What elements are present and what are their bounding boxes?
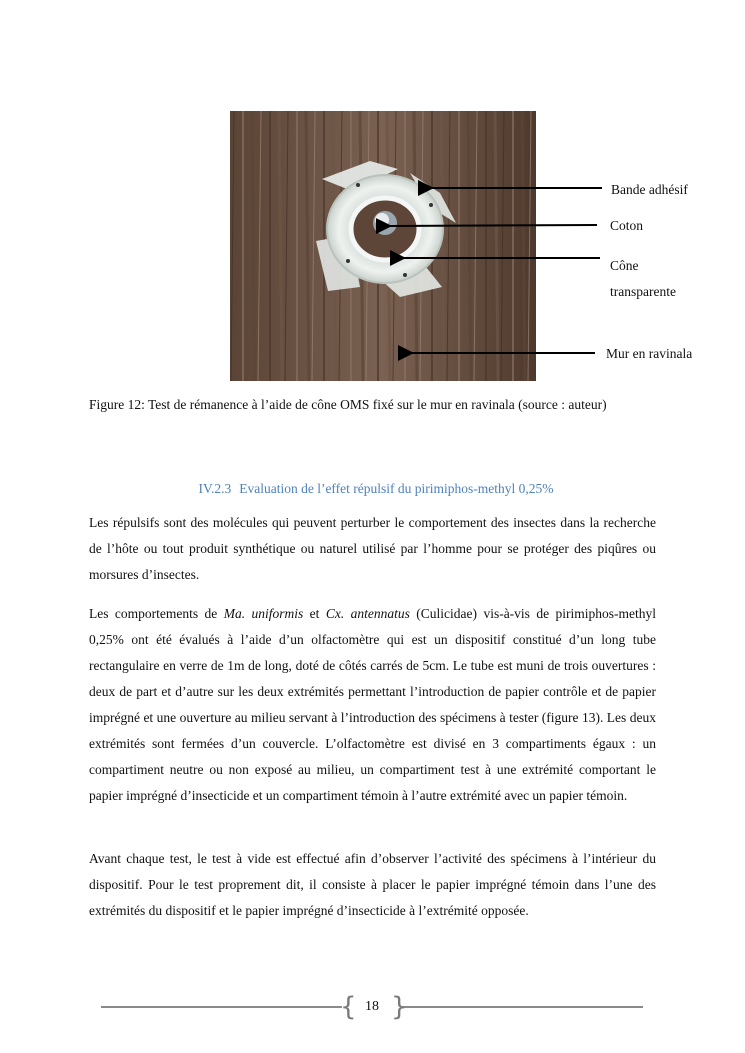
figure-photo [230, 111, 536, 381]
section-title: Evaluation de l’effet répulsif du pirimiphos-methyl 0,25% [239, 481, 554, 496]
species-cx-antennatus: Cx. antennatus [325, 606, 410, 621]
species-ma-uniformis: Ma. uniformis [223, 606, 304, 621]
section-heading [89, 481, 663, 497]
wall-cone-photo [230, 111, 536, 381]
label-cone: Cône [610, 258, 639, 273]
page-number: 18 [365, 999, 379, 1014]
p2-text-1: Les comportements de [89, 606, 224, 621]
label-mur-ravinala: Mur en ravinala [606, 346, 693, 361]
footer-line-left [101, 1006, 342, 1008]
footer-brace-right: } [391, 992, 408, 1022]
p2-text-3: (Culicidae) vis-à-vis de pirimiphos-methyl 0,25% ont été évalués à l’aide d’un olfactomètre qui est un dispositif constitué d’un long tube rectangulaire en verre de 1m de long, doté de côtés carrés de 5cm. Le tube est muni de trois ouvertures : deux de part et d’autre sur les deux extrémités permettant l’introduction de papier contrôle et de papier imprégné et une ouverture au milieu servant à l’introduction des spécimens à tester (figure 13). Les deux extrémités sont fermées d’un couvercle. L’olfactomètre est divisé en 3 compartiments égaux : un compartiment neutre ou non exposé au milieu, un compartiment test à une extrémité comportant le papier imprégné d’insecticide et un compartiment témoin à l’autre extrémité avec un papier témoin. [89, 606, 656, 803]
section-number: IV.2.3 [198, 481, 232, 496]
p2-text-2: et [303, 606, 326, 621]
footer-line-right [402, 1006, 643, 1008]
paragraph-comportements [89, 601, 656, 809]
label-cone-transparente: transparente [610, 284, 676, 299]
paragraph-repulsifs: Les répulsifs sont des molécules qui peuvent perturber le comportement des insectes dans la recherche de l’hôte ou tout produit synthétique ou naturel utilisé par l’homme pour se protéger des piqûres ou morsures d’insectes. [89, 515, 656, 582]
footer-brace-left: { [340, 992, 357, 1022]
paragraph-test: Avant chaque test, le test à vide est effectué afin d’observer l’activité des spécimens à l’intérieur du dispositif. Pour le test proprement dit, il consiste à placer le papier imprégné témoin dans l’une des extrémités du dispositif et le papier imprégné d’insecticide à l’extrémité opposée. [89, 851, 656, 918]
label-bande-adhesif: Bande adhésif [611, 182, 688, 197]
figure-caption: Figure 12: Test de rémanence à l’aide de cône OMS fixé sur le mur en ravinala (source : auteur) [89, 397, 607, 412]
label-coton: Coton [610, 218, 644, 233]
